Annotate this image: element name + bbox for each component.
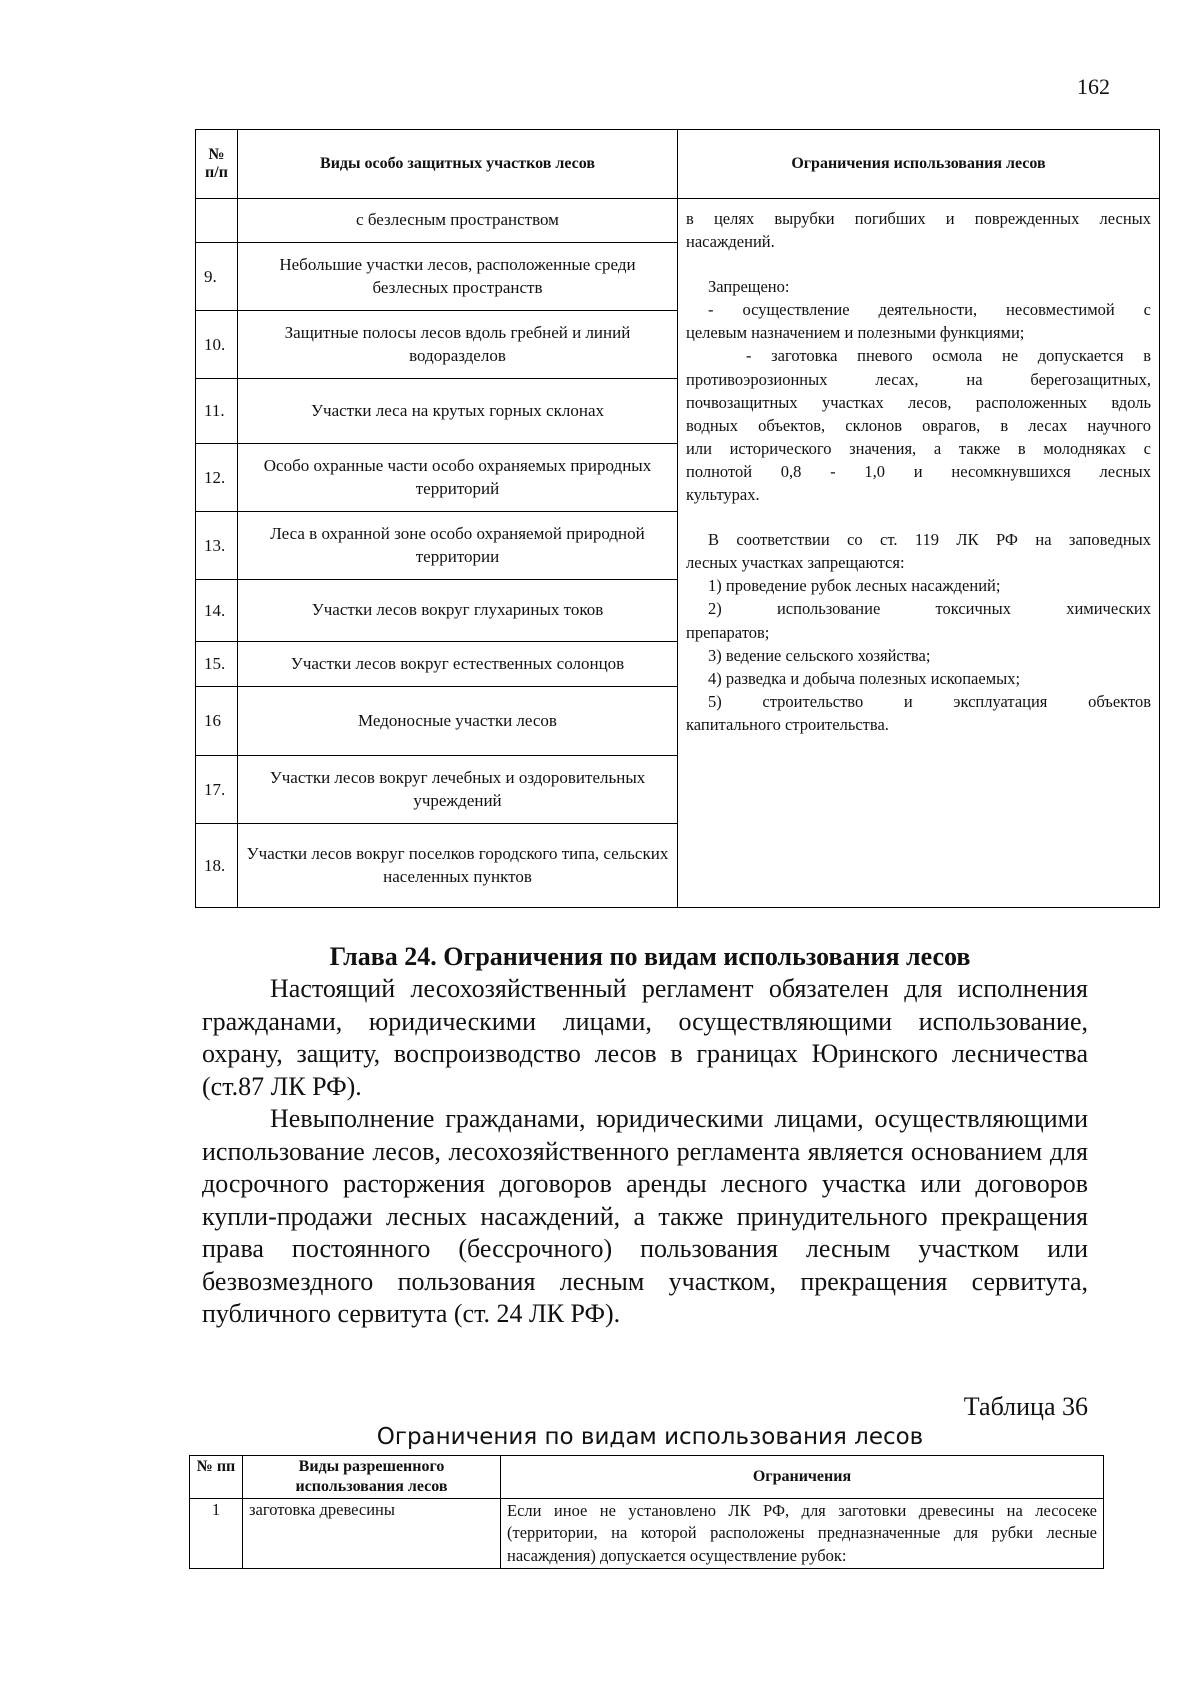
restriction-item: 4) разведка и добыча полезных ископаемых;	[708, 668, 1021, 688]
table-row	[190, 1499, 1104, 1569]
forbidden-title: Запрещено:	[708, 277, 790, 297]
row-kind: Участки лесов вокруг естественных солонцов	[238, 642, 678, 687]
table-title: Ограничения по видам использования лесов	[376, 1424, 924, 1450]
restriction-line: или исторического значения, а также в молодняках с	[686, 438, 1151, 458]
row-num: 1	[190, 1499, 243, 1569]
restriction-item: 2) использование токсичных химических	[708, 599, 1151, 619]
restriction-line: - осуществление деятельности, несовместимой с	[708, 300, 1151, 320]
paragraph-2: Невыполнение гражданами, юридическими лицами, осуществляющими использование лесов, лесохозяйственного регламента является основанием для досрочного расторжения договоров аренды лесного участка или договоров купли-продажи лесных насаждений, а также принудительного прекращения права постоянного (бессрочного) пользования лесным участком или безвозмездного пользования лесным участком, прекращения сервитута, публичного сервитута (ст. 24 ЛК РФ).	[202, 1104, 1088, 1328]
row-num: 11.	[196, 379, 238, 444]
row-kind: Особо охранные части особо охраняемых природных территорий	[238, 444, 678, 512]
chapter-title: Глава 24. Ограничения по видам использования лесов	[329, 942, 971, 971]
row-kind: Леса в охранной зоне особо охраняемой природной территории	[238, 512, 678, 580]
restriction-item: 1) проведение рубок лесных насаждений;	[708, 576, 1001, 596]
paragraph-1: Настоящий лесохозяйственный регламент обязателен для исполнения гражданами, юридическими лицами, осуществляющими использование, охрану, защиту, воспроизводство лесов в границах Юринского лесничества (ст.87 ЛК РФ).	[202, 974, 1088, 1101]
table-label: Таблица 36	[963, 1392, 1088, 1421]
page-number: 162	[1077, 74, 1110, 99]
table-row	[196, 199, 1160, 243]
restriction-line: - заготовка пневого осмола не допускается в	[746, 346, 1151, 366]
row-kind: с безлесным пространством	[238, 199, 678, 243]
table-header-row	[190, 1456, 1104, 1499]
row-restriction: Если иное не установлено ЛК РФ, для заготовки древесины на лесосеке (территории, на которой расположены предназначенные для рубки лесные насаждения) допускается осуществление рубок:	[501, 1499, 1104, 1569]
paragraph-2-block	[202, 1103, 1088, 1331]
paragraph-1-block	[202, 973, 1088, 1103]
row-kind: Небольшие участки лесов, расположенные среди безлесных пространств	[238, 243, 678, 311]
row-num	[196, 199, 238, 243]
restriction-item: 3) ведение сельского хозяйства;	[708, 645, 931, 665]
restriction-line: культурах.	[686, 485, 760, 505]
restriction-line: почвозащитных участках лесов, расположенных вдоль	[686, 392, 1151, 412]
row-kind: Участки лесов вокруг лечебных и оздоровительных учреждений	[238, 756, 678, 824]
row-num: 13.	[196, 512, 238, 580]
restriction-line: капитального строительства.	[686, 714, 889, 734]
row-num: 16	[196, 687, 238, 756]
row-kind: Участки леса на крутых горных склонах	[238, 379, 678, 444]
row-num: 17.	[196, 756, 238, 824]
restriction-line: препаратов;	[686, 622, 770, 642]
row-kind: Участки лесов вокруг поселков городского типа, сельских населенных пунктов	[238, 824, 678, 908]
restriction-line: противоэрозионных лесах, на берегозащитных,	[686, 369, 1151, 389]
restriction-line: лесных участках запрещаются:	[686, 553, 905, 573]
header-kinds: Виды особо защитных участков лесов	[238, 130, 678, 199]
row-kind: Медоносные участки лесов	[238, 687, 678, 756]
restriction-line: насаждений.	[686, 232, 775, 252]
row-num: 9.	[196, 243, 238, 311]
restrictions-cell	[678, 199, 1160, 908]
row-kind: Участки лесов вокруг глухариных токов	[238, 580, 678, 642]
row-num: 15.	[196, 642, 238, 687]
header-kinds: Виды разрешенного использования лесов	[243, 1456, 501, 1499]
restriction-line: целевым назначением и полезными функциями;	[686, 323, 1025, 343]
protective-forest-areas-table	[195, 129, 1160, 908]
row-num: 18.	[196, 824, 238, 908]
restriction-item: 5) строительство и эксплуатация объектов	[708, 691, 1151, 711]
header-num: № пп	[190, 1456, 243, 1499]
restriction-line: в целях вырубки погибших и поврежденных лесных	[686, 209, 1151, 228]
row-kind: Защитные полосы лесов вдоль гребней и линий водоразделов	[238, 311, 678, 379]
header-restrictions: Ограничения	[501, 1456, 1104, 1499]
usage-restrictions-table	[189, 1455, 1104, 1569]
row-num: 12.	[196, 444, 238, 512]
header-restrictions: Ограничения использования лесов	[678, 130, 1160, 199]
row-num: 10.	[196, 311, 238, 379]
row-num: 14.	[196, 580, 238, 642]
row-kind: заготовка древесины	[243, 1499, 501, 1569]
restriction-line: В соответствии со ст. 119 ЛК РФ на заповедных	[708, 530, 1151, 550]
table-header-row	[196, 130, 1160, 199]
restriction-line: полнотой 0,8 - 1,0 и несомкнувшихся лесных	[686, 461, 1151, 481]
header-num: № п/п	[196, 130, 238, 199]
restriction-line: водных объектов, склонов оврагов, в лесах научного	[686, 415, 1151, 435]
